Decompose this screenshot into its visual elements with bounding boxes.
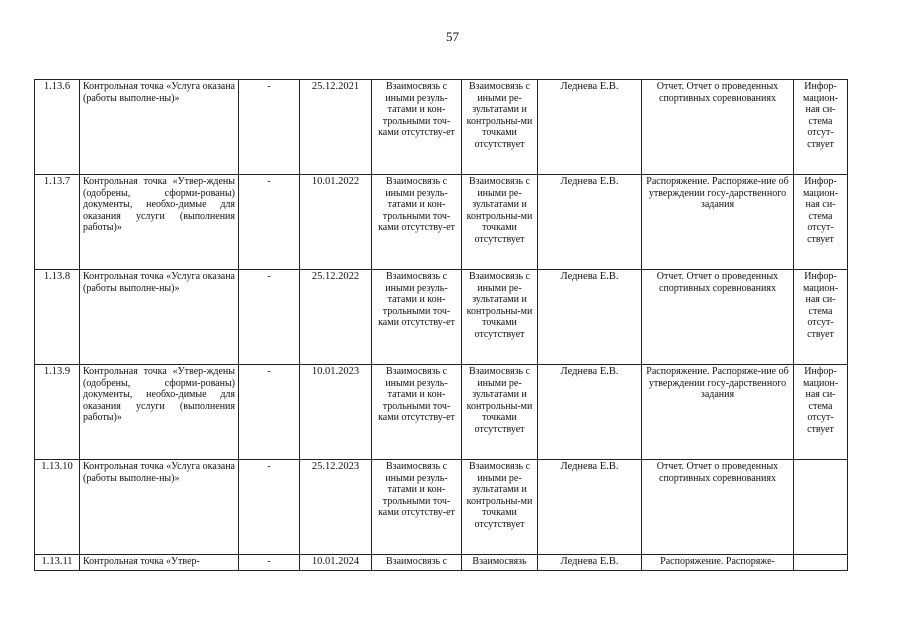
due-date: 10.01.2024 [300, 555, 372, 571]
table-row [35, 365, 848, 460]
page-number: 57 [446, 29, 459, 44]
relation-cell: Взаимосвязь с иными ре-зультатами и контрольны-ми точками отсутствует [462, 270, 538, 365]
relation-cell: Взаимосвязь с иными ре-зультатами и контрольны-ми точками отсутствует [462, 175, 538, 270]
relation-cell: Взаимосвязь с иными ре-зультатами и контрольны-ми точками отсутствует [462, 460, 538, 555]
information-system: Инфор-мацион-ная си-стема отсут-ствует [794, 365, 848, 460]
responsible-person: Леднева Е.В. [538, 270, 642, 365]
confirming-document: Отчет. Отчет о проведенных спортивных соревнованиях [642, 270, 794, 365]
information-system: Инфор-мацион-ная си-стема отсут-ствует [794, 80, 848, 175]
relation-cell: Взаимосвязь с иными ре-зультатами и контрольны-ми точками отсутствует [462, 365, 538, 460]
confirming-document: Отчет. Отчет о проведенных спортивных соревнованиях [642, 460, 794, 555]
due-date: 25.12.2021 [300, 80, 372, 175]
table-row [35, 555, 848, 571]
relation-cell: Взаимосвязь с иными ре-зультатами и контрольны-ми точками отсутствует [462, 80, 538, 175]
confirming-document: Распоряжение. Распоряже- [642, 555, 794, 571]
relation-cell: Взаимосвязь с иными резуль-татами и кон-трольными точ-ками отсутству-ет [372, 80, 462, 175]
responsible-person: Леднева Е.В. [538, 555, 642, 571]
previous-event-cell: - [239, 460, 300, 555]
table-row [35, 460, 848, 555]
row-number: 1.13.9 [35, 365, 80, 460]
relation-cell: Взаимосвязь с иными резуль-татами и кон-трольными точ-ками отсутству-ет [372, 175, 462, 270]
due-date: 25.12.2022 [300, 270, 372, 365]
control-point-name: Контрольная точка «Утвер-ждены (одобрены, сформи-рованы) документы, необхо-димые для оказания услуги (выполнения работы)» [80, 175, 239, 270]
previous-event-cell: - [239, 80, 300, 175]
relation-cell: Взаимосвязь [462, 555, 538, 571]
due-date: 25.12.2023 [300, 460, 372, 555]
relation-cell: Взаимосвязь с иными резуль-татами и кон-трольными точ-ками отсутству-ет [372, 365, 462, 460]
relation-cell: Взаимосвязь с [372, 555, 462, 571]
responsible-person: Леднева Е.В. [538, 175, 642, 270]
control-points-table [34, 79, 848, 571]
due-date: 10.01.2022 [300, 175, 372, 270]
row-number: 1.13.8 [35, 270, 80, 365]
previous-event-cell: - [239, 270, 300, 365]
row-number: 1.13.6 [35, 80, 80, 175]
control-point-name: Контрольная точка «Услуга оказана (работы выполне-ны)» [80, 270, 239, 365]
information-system [794, 555, 848, 571]
control-point-name: Контрольная точка «Утвер-ждены (одобрены, сформи-рованы) документы, необхо-димые для оказания услуги (выполнения работы)» [80, 365, 239, 460]
row-number: 1.13.11 [35, 555, 80, 571]
information-system [794, 460, 848, 555]
row-number: 1.13.7 [35, 175, 80, 270]
confirming-document: Распоряжение. Распоряже-ние об утверждении госу-дарственного задания [642, 365, 794, 460]
control-point-name: Контрольная точка «Утвер- [80, 555, 239, 571]
responsible-person: Леднева Е.В. [538, 365, 642, 460]
control-point-name: Контрольная точка «Услуга оказана (работы выполне-ны)» [80, 80, 239, 175]
information-system: Инфор-мацион-ная си-стема отсут-ствует [794, 270, 848, 365]
control-point-name: Контрольная точка «Услуга оказана (работы выполне-ны)» [80, 460, 239, 555]
due-date: 10.01.2023 [300, 365, 372, 460]
confirming-document: Распоряжение. Распоряже-ние об утверждении госу-дарственного задания [642, 175, 794, 270]
relation-cell: Взаимосвязь с иными резуль-татами и кон-трольными точ-ками отсутству-ет [372, 460, 462, 555]
responsible-person: Леднева Е.В. [538, 460, 642, 555]
previous-event-cell: - [239, 175, 300, 270]
responsible-person: Леднева Е.В. [538, 80, 642, 175]
previous-event-cell: - [239, 555, 300, 571]
confirming-document: Отчет. Отчет о проведенных спортивных соревнованиях [642, 80, 794, 175]
table-row [35, 270, 848, 365]
previous-event-cell: - [239, 365, 300, 460]
relation-cell: Взаимосвязь с иными резуль-татами и кон-трольными точ-ками отсутству-ет [372, 270, 462, 365]
table-row [35, 175, 848, 270]
row-number: 1.13.10 [35, 460, 80, 555]
table-row [35, 80, 848, 175]
information-system: Инфор-мацион-ная си-стема отсут-ствует [794, 175, 848, 270]
